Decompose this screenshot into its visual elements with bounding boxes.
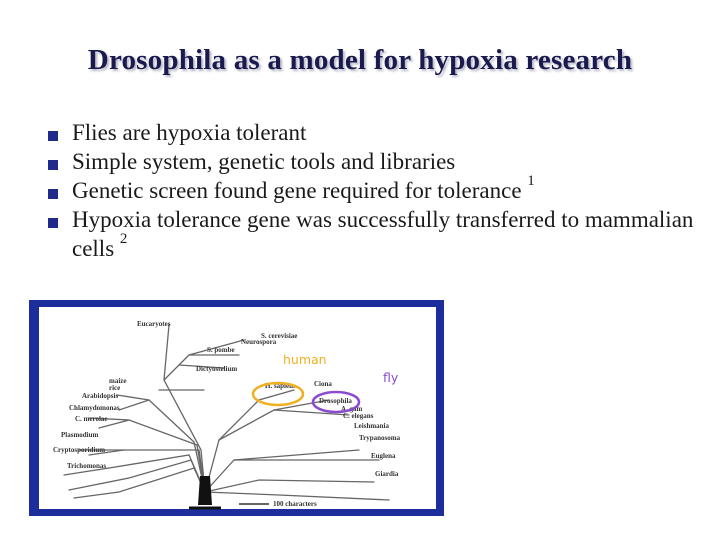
tree-label: Chlamydomonas bbox=[69, 404, 120, 412]
footnote-ref: 1 bbox=[527, 173, 535, 189]
slide-title: Drosophila as a model for hypoxia research bbox=[87, 44, 633, 76]
fly-annotation: fly bbox=[383, 370, 399, 385]
human-annotation: human bbox=[283, 352, 327, 367]
bullet-text: Hypoxia tolerance gene was successfully transferred to mammalian cells bbox=[72, 207, 694, 261]
tree-label: S. pombe bbox=[207, 346, 235, 354]
figure-frame-bottom bbox=[29, 509, 444, 516]
tree-label: maize bbox=[109, 377, 127, 385]
bullet-item bbox=[38, 173, 698, 205]
bullet-text: Genetic screen found gene required for tolerance bbox=[72, 178, 528, 203]
bullet-text: Simple system, genetic tools and libraries bbox=[72, 149, 456, 174]
tree-label: Giardia bbox=[375, 470, 399, 478]
bullet-list bbox=[38, 118, 698, 263]
tree-label: Leishmania bbox=[354, 422, 390, 430]
tree-label: rice bbox=[109, 384, 121, 392]
tree-label: Neurospora bbox=[241, 338, 277, 346]
figure-frame-right bbox=[436, 300, 444, 516]
figure-frame-left bbox=[29, 300, 39, 516]
tree-label: Trypanosoma bbox=[359, 434, 401, 442]
footnote-ref: 2 bbox=[119, 231, 128, 247]
tree-label: 100 characters bbox=[273, 500, 317, 508]
tree-label: Euglena bbox=[371, 452, 396, 460]
tree-label: C. merolae bbox=[75, 415, 108, 423]
bullet-item bbox=[38, 147, 698, 176]
tree-label: Trichomonas bbox=[67, 462, 107, 470]
tree-label: Dictyostelium bbox=[196, 365, 238, 373]
figure-frame-top bbox=[29, 300, 444, 307]
bullet-item bbox=[38, 205, 698, 263]
tree-label: C. elegans bbox=[343, 412, 374, 420]
bullet-square-icon bbox=[48, 131, 58, 141]
tree-label: Arabidopsis bbox=[82, 392, 119, 400]
tree-label: Drosophila bbox=[319, 397, 352, 405]
bullet-square-icon bbox=[48, 218, 58, 228]
tree-label: H. sapiens bbox=[265, 382, 296, 390]
bullet-square-icon bbox=[48, 189, 58, 199]
tree-label: Plasmodium bbox=[61, 431, 99, 439]
bullet-item bbox=[38, 118, 698, 147]
tree-trunk bbox=[198, 476, 212, 505]
tree-label: Cryptosporidium bbox=[53, 446, 106, 454]
tree-label: S. cerevisiae bbox=[261, 332, 298, 340]
bullet-square-icon bbox=[48, 160, 58, 170]
tree-label: A. gam bbox=[341, 405, 363, 413]
phylogenetic-tree-figure bbox=[29, 300, 444, 516]
tree-label: Eucaryotes bbox=[137, 320, 171, 328]
tree-svg bbox=[29, 300, 444, 516]
bullet-text: Flies are hypoxia tolerant bbox=[72, 120, 307, 145]
tree-label: Ciona bbox=[314, 380, 332, 388]
